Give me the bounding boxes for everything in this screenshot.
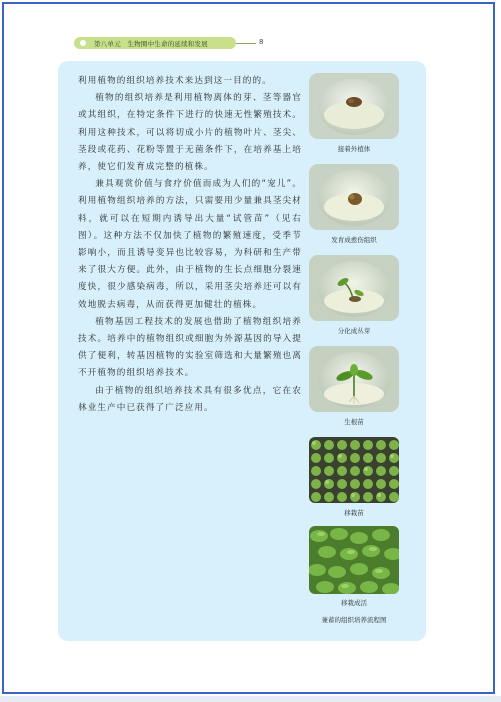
paragraph: 植物的组织培养是利用植物离体的芽、茎等器官或其组织，在特定条件下进行的快速无性繁殖技术。利用这种技术，可以将切成小片的植物叶片、茎尖、茎段或花药、花粉等置于无菌条件下，在培养基上培养，使它们发育成完整的植株。: [78, 93, 302, 173]
paragraph: 兼具观赏价值与食疗价值而成为人们的“宠儿”。利用植物组织培养的方法，只需要用少量兼具茎尖材料，就可以在短期内诱导出大量“试管苗”（见右图）。这种方法不仅加快了植物的繁殖速度，受季节影响小，而且诱导变异也比较容易，为科研和生产带来了很大方便。此外，由于植物的生长点细胞分裂速度快，很少感染病毒，所以，采用茎尖培养还可以有效地脱去病毒，从而获得更加健壮的植株。: [78, 179, 302, 310]
unit-header: [74, 37, 236, 49]
stage-caption: 移栽苗: [344, 509, 364, 517]
stage-caption: 发育成愈伤组织: [331, 236, 377, 244]
transplanted-plants-icon: [309, 526, 399, 594]
culture-flask-explant-icon: [309, 73, 399, 139]
unit-title: 第八单元 生物圈中生命的延续和发展: [94, 39, 208, 48]
body-text: [78, 73, 302, 417]
header-rule: [236, 43, 256, 44]
stage-caption: 生根苗: [344, 418, 364, 426]
figure-title: 兼蓄的组织培养流程图: [321, 616, 387, 624]
seedling-tray-icon: [309, 437, 399, 503]
stage-caption: 分化成丛芽: [337, 327, 371, 335]
culture-flask-rooted-icon: [309, 346, 399, 412]
page-number: 8: [259, 38, 264, 46]
culture-flask-callus-icon: [309, 164, 399, 230]
paragraph: 由于植物的组织培养技术具有很多优点，它在农林业生产中已获得了广泛应用。: [78, 385, 302, 413]
culture-flask-shoots-icon: [309, 255, 399, 321]
paragraph: 植物基因工程技术的发展也借助了植物组织培养技术。培养中的植物组织或细胞为外源基因的导入提供了便利，转基因植物的实验室筛选和大量繁殖也离不开植物的组织培养技术。: [78, 316, 302, 379]
stage-caption: 接着外植体: [337, 145, 371, 153]
paragraph: 利用植物的组织培养技术来达到这一目的的。: [78, 76, 272, 86]
stage-caption: 移栽成活: [341, 599, 367, 607]
scroll-strip: [0, 696, 501, 702]
header-bullet-icon: [80, 40, 86, 46]
